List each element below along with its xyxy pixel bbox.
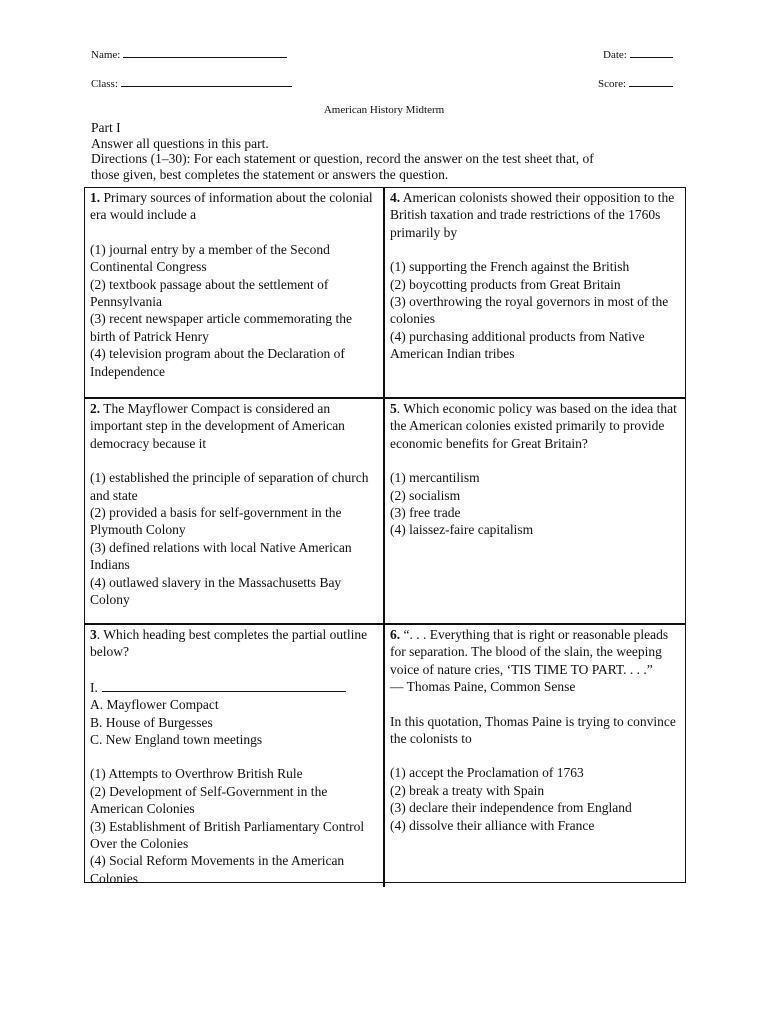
- question-4-option-1[interactable]: (1) supporting the French against the British: [390, 259, 630, 275]
- question-3-stem: 3. Which heading best completes the partial outline below?: [90, 627, 368, 660]
- question-2-stem: 2. The Mayflower Compact is considered an important step in the development of American democracy because it: [90, 401, 345, 451]
- question-5-option-3[interactable]: (3) free trade: [390, 505, 461, 521]
- question-5-option-2[interactable]: (2) socialism: [390, 487, 461, 503]
- question-6-option-4[interactable]: (4) dissolve their alliance with France: [390, 817, 595, 833]
- score-blank[interactable]: [629, 75, 673, 87]
- directions-line-2: those given, best completes the statement or answers the question.: [91, 166, 449, 182]
- question-2-option-1[interactable]: (1) established the principle of separation of church and state: [90, 470, 369, 503]
- question-6: [385, 623, 685, 887]
- question-1: [85, 188, 385, 397]
- question-5-option-1[interactable]: (1) mercantilism: [390, 470, 480, 486]
- question-1-number: 1.: [90, 190, 101, 205]
- outline-blank-line: [102, 678, 346, 692]
- date-blank[interactable]: [630, 46, 673, 58]
- intro-section: [91, 120, 691, 182]
- name-label: Name:: [91, 49, 121, 61]
- questions-grid: [84, 187, 686, 886]
- date-field[interactable]: [603, 46, 673, 62]
- class-field[interactable]: [91, 75, 292, 91]
- question-3-outline-c: C. New England town meetings: [90, 732, 263, 748]
- name-blank[interactable]: [123, 46, 287, 58]
- question-2-option-3[interactable]: (3) defined relations with local Native American Indians: [90, 539, 352, 573]
- question-3-option-3[interactable]: (3) Establishment of British Parliamentary Control Over the Colonies: [90, 818, 365, 852]
- date-label: Date:: [603, 49, 627, 61]
- question-1-option-3[interactable]: (3) recent newspaper article commemorating the birth of Patrick Henry: [90, 311, 353, 344]
- question-6-quote: 6. “. . . Everything that is right or reasonable pleads for separation. The blood of the slain, the weeping voice of nature cries, ‘TIS TIME TO PART. . . .”: [390, 627, 669, 677]
- question-3: [85, 623, 385, 887]
- question-3-option-4[interactable]: (4) Social Reform Movements in the American Colonies: [90, 853, 345, 886]
- question-2-number: 2.: [90, 401, 101, 416]
- class-label: Class:: [91, 78, 118, 90]
- question-6-stem: In this quotation, Thomas Paine is trying to convince the colonists to: [390, 713, 676, 747]
- question-4-option-4[interactable]: (4) purchasing additional products from Native American Indian tribes: [390, 328, 645, 362]
- question-1-option-1[interactable]: (1) journal entry by a member of the Second Continental Congress: [90, 241, 330, 275]
- question-6-option-2[interactable]: (2) break a treaty with Spain: [390, 782, 545, 798]
- score-field[interactable]: [598, 75, 673, 91]
- question-4-stem: 4. American colonists showed their opposition to the British taxation and trade restrictions of the 1760s primarily by: [390, 190, 675, 240]
- question-5-option-4[interactable]: (4) laissez-faire capitalism: [390, 522, 534, 538]
- question-5: [385, 397, 685, 623]
- class-blank[interactable]: [121, 75, 292, 87]
- question-3-option-2[interactable]: (2) Development of Self-Government in the American Colonies: [90, 783, 328, 817]
- question-6-option-3[interactable]: (3) declare their independence from England: [390, 800, 632, 816]
- score-label: Score:: [598, 78, 627, 90]
- question-4-number: 4.: [390, 190, 401, 205]
- question-3-outline-heading: I.: [90, 678, 380, 696]
- document-title: American History Midterm: [323, 104, 445, 116]
- question-2-option-2[interactable]: (2) provided a basis for self-government in the Plymouth Colony: [90, 505, 342, 538]
- instruction-text: Answer all questions in this part.: [91, 135, 269, 151]
- part-heading: Part I: [91, 120, 121, 135]
- question-2-option-4[interactable]: (4) outlawed slavery in the Massachusetts Bay Colony: [90, 574, 342, 608]
- question-3-number: 3: [90, 627, 97, 642]
- question-2: [85, 397, 385, 623]
- question-1-option-2[interactable]: (2) textbook passage about the settlement of Pennsylvania: [90, 276, 329, 310]
- question-6-option-1[interactable]: (1) accept the Proclamation of 1763: [390, 765, 584, 781]
- question-6-number: 6.: [390, 627, 401, 642]
- question-6-attribution: — Thomas Paine, Common Sense: [390, 679, 576, 695]
- question-3-outline-b: B. House of Burgesses: [90, 714, 213, 730]
- question-1-option-4[interactable]: (4) television program about the Declaration of Independence: [90, 346, 345, 379]
- question-1-stem: 1. Primary sources of information about the colonial era would include a: [90, 190, 373, 223]
- question-4-option-3[interactable]: (3) overthrowing the royal governors in most of the colonies: [390, 294, 669, 327]
- directions-line-1: Directions (1–30): For each statement or question, record the answer on the test sheet that, of: [91, 151, 594, 167]
- question-5-number: 5: [390, 401, 397, 416]
- question-5-stem: 5. Which economic policy was based on the idea that the American colonies existed primarily to provide economic benefits for Great Britain?: [390, 401, 677, 451]
- question-4: [385, 188, 685, 397]
- name-field[interactable]: [91, 46, 287, 62]
- question-3-option-1[interactable]: (1) Attempts to Overthrow British Rule: [90, 766, 303, 782]
- question-4-option-2[interactable]: (2) boycotting products from Great Britain: [390, 276, 621, 292]
- question-3-outline-a: A. Mayflower Compact: [90, 697, 219, 713]
